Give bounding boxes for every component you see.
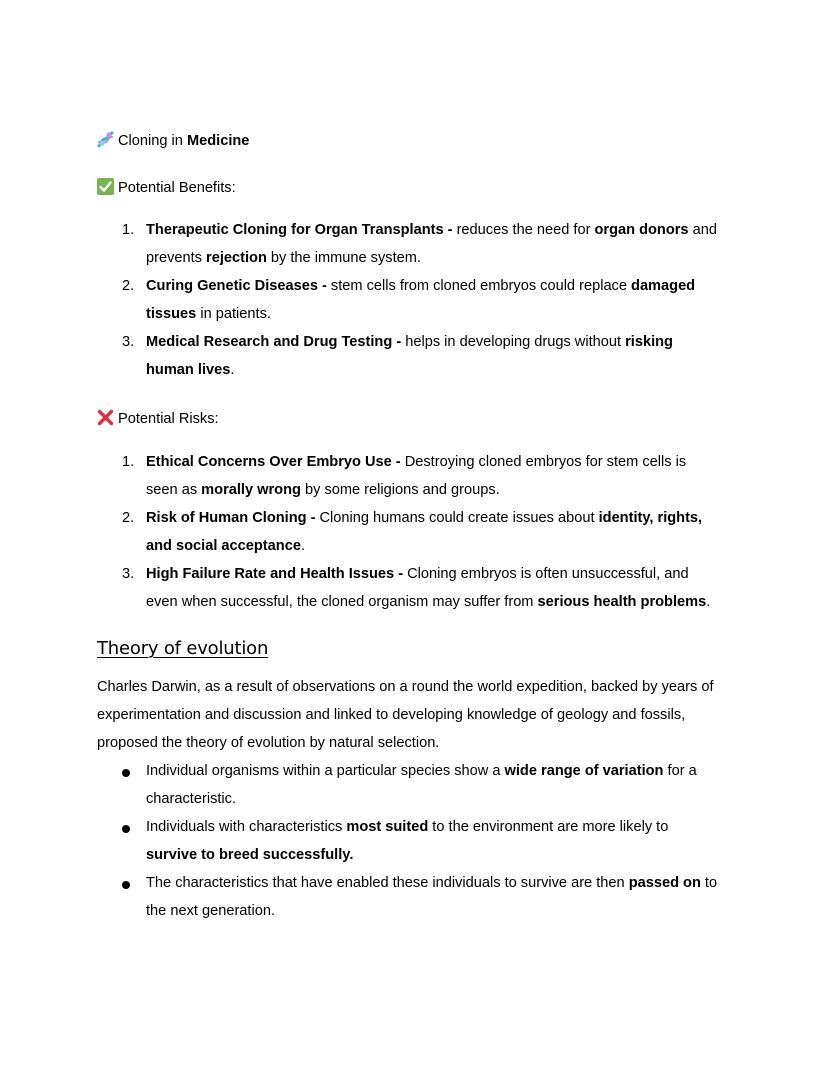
text-run: prevents [146,250,207,266]
text-run: stem cells from cloned embryos could replace [330,278,632,294]
text-run: seen as [146,482,202,498]
section-title-cloning [97,131,249,149]
bold-text: human lives [146,362,231,378]
list-item-line [146,566,689,582]
bullet-dot-icon [122,881,130,889]
list-number: 1. [122,222,135,238]
list-item-line [146,278,695,294]
cross-mark-icon [97,409,114,426]
list-item-line [146,791,236,807]
paragraph-line: Charles Darwin, as a result of observations on a round the world expedition, backed by years of [97,679,714,695]
benefits-label-row [97,178,236,196]
bold-text: and social acceptance [146,538,301,554]
title-bold: Medicine [186,133,250,149]
list-item-line [146,306,271,322]
paragraph-line: proposed the theory of evolution by natural selection. [97,735,440,751]
bold-text: Medical Research and Drug Testing - [146,334,406,350]
text-run: Destroying cloned embryos for stem cells is [404,454,687,470]
risks-label: Potential Risks: [118,411,219,427]
list-item-line [146,538,305,554]
text-run: Individuals with characteristics [146,819,347,835]
bold-text: organ donors [594,222,689,238]
list-item-line [146,454,686,470]
list-item-line [146,222,717,238]
text-run: The characteristics that have enabled these individuals to survive are then [146,875,629,891]
text-run: to the environment are more likely to [428,819,669,835]
bold-text: risking [625,334,673,350]
bold-text: Therapeutic Cloning for Organ Transplants - [146,222,457,238]
dna-icon [97,131,114,148]
bold-text: identity, rights, [598,510,703,526]
bold-text: morally wrong [201,482,301,498]
list-number: 2. [122,510,135,526]
list-item-line [146,819,668,835]
bold-text: passed on [628,875,701,891]
list-number: 1. [122,454,135,470]
text-run: to [700,875,718,891]
list-item-line [146,594,710,610]
text-run: reduces the need for [456,222,595,238]
bullet-dot-icon [122,769,130,777]
text-run: Cloning embryos is often unsuccessful, and [407,566,689,582]
bold-text: Risk of Human Cloning - [146,510,320,526]
text-run: in patients. [196,306,271,322]
text-run: even when successful, the cloned organism may suffer from [146,594,538,610]
bold-text: rejection [206,250,267,266]
text-run: the next generation. [146,903,276,919]
list-item-line [146,510,702,526]
check-mark-button-icon [97,178,114,195]
text-run: . [706,594,711,610]
bold-text: tissues [146,306,197,322]
bold-text: damaged [631,278,696,294]
list-item-line [146,482,500,498]
text-run: helps in developing drugs without [405,334,626,350]
list-item-line [146,847,353,863]
text-run: Individual organisms within a particular species show a [146,763,505,779]
text-run: . [230,362,235,378]
list-number: 2. [122,278,135,294]
bold-text: serious health problems [537,594,707,610]
risks-label-row [97,409,219,427]
list-number: 3. [122,334,135,350]
list-item-line [146,334,673,350]
text-run: characteristic. [146,791,237,807]
list-item-line [146,362,234,378]
list-item-line [146,763,697,779]
title-prefix: Cloning in [118,133,187,149]
text-run: by some religions and groups. [300,482,500,498]
bold-text: survive to breed successfully. [146,847,354,863]
bold-text: High Failure Rate and Health Issues - [146,566,408,582]
text-run: and [688,222,717,238]
list-item-line [146,903,275,919]
bold-text: Curing Genetic Diseases - [146,278,331,294]
text-run: . [300,538,305,554]
text-run: by the immune system. [266,250,421,266]
list-item-line [146,250,421,266]
bold-text: wide range of variation [504,763,664,779]
bold-text: Ethical Concerns Over Embryo Use - [146,454,405,470]
bullet-dot-icon [122,825,130,833]
text-run: Cloning humans could create issues about [319,510,599,526]
section-heading-evolution: Theory of evolution [97,638,269,659]
benefits-label: Potential Benefits: [118,180,236,196]
bold-text: most suited [346,819,429,835]
list-item-line [146,875,717,891]
list-number: 3. [122,566,135,582]
paragraph-line: experimentation and discussion and linked to developing knowledge of geology and fossils, [97,707,686,723]
text-run: for a [663,763,697,779]
